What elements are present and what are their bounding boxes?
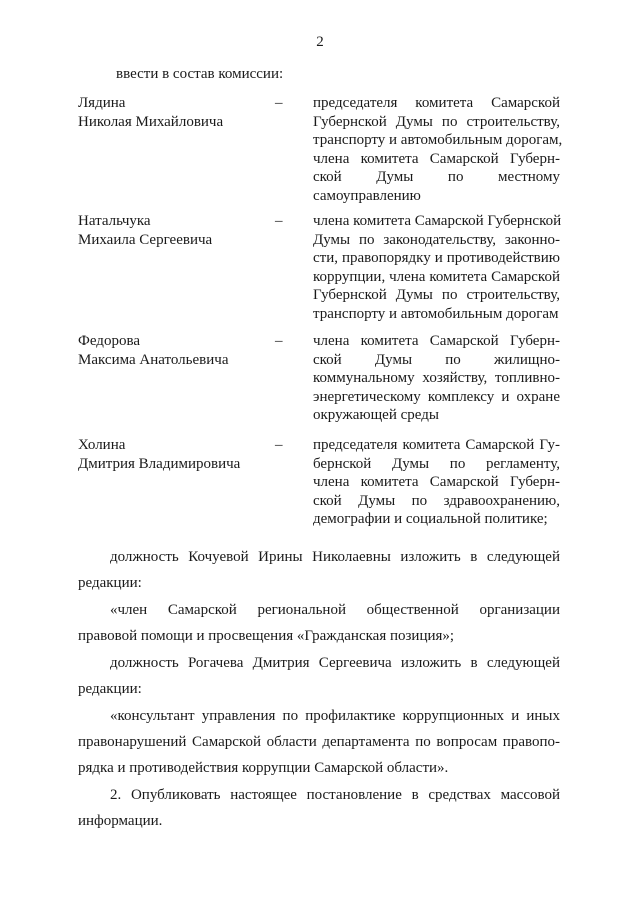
- member-name-line: Натальчука: [78, 213, 151, 229]
- paragraph-line: информации.: [78, 813, 163, 829]
- member-name-line: Дмитрия Владимировича: [78, 456, 241, 472]
- member-role-line: члена комитета Самарской Губерн-: [313, 474, 560, 491]
- member-name: [78, 436, 263, 474]
- member-role-line: ской Думы по здравоохранению,: [313, 492, 560, 509]
- paragraph-line: должность Кочуевой Ирины Николаевны изложить в следующей: [110, 549, 560, 565]
- dash-separator: –: [275, 95, 283, 111]
- member-role-line: Думы по законодательству, законно-: [313, 231, 560, 248]
- paragraph-line: «консультант управления по профилактике коррупционных и иных: [110, 708, 560, 724]
- member-role: [313, 332, 560, 425]
- dash-separator: –: [275, 437, 283, 453]
- paragraph-kochueva-position: [78, 597, 560, 649]
- member-role-line: самоуправлению: [313, 187, 421, 204]
- member-name-line: Холина: [78, 437, 126, 453]
- paragraph-publication: [78, 782, 560, 834]
- paragraph-line: «член Самарской региональной общественной организации: [110, 602, 560, 618]
- paragraph-line: правовой помощи и просвещения «Гражданская позиция»;: [78, 628, 455, 644]
- dash-separator: –: [275, 333, 283, 349]
- member-role-line: члена комитета Самарской Губерн-: [313, 333, 560, 349]
- member-role-line: члена комитета Самарской Губерн-: [313, 150, 560, 167]
- member-name-line: Максима Анатольевича: [78, 352, 229, 368]
- member-name: [78, 212, 263, 250]
- page-number: 2: [316, 34, 324, 50]
- member-role-line: транспорту и автомобильным дорогам,: [313, 132, 563, 149]
- member-role-line: Губернской Думы по строительству,: [313, 113, 560, 130]
- member-role-line: энергетическому комплексу и охране: [313, 388, 560, 405]
- paragraph-line: редакции:: [78, 681, 142, 697]
- paragraph-rogachev-position: [78, 703, 560, 781]
- paragraph-line: правонарушений Самарской области департамента по вопросам правопо-: [78, 734, 560, 750]
- dash-separator: –: [275, 213, 283, 229]
- member-role-line: члена комитета Самарской Губернской: [313, 213, 562, 229]
- member-role: [313, 94, 563, 206]
- member-role: [313, 212, 560, 324]
- member-role-line: Губернской Думы по строительству,: [313, 287, 560, 304]
- paragraph-line: редакции:: [78, 575, 142, 591]
- member-name-line: Николая Михайловича: [78, 114, 224, 130]
- member-name-line: Федорова: [78, 333, 140, 349]
- member-role-line: председателя комитета Самарской: [313, 95, 560, 111]
- member-role-line: ской Думы по жилищно-: [313, 351, 560, 368]
- member-role-line: окружающей среды: [313, 407, 439, 424]
- member-name-line: Лядина: [78, 95, 126, 111]
- intro-text: ввести в состав комиссии:: [116, 66, 284, 82]
- member-role: [313, 436, 560, 529]
- member-name-line: Михаила Сергеевича: [78, 232, 213, 248]
- member-role-line: коммунальному хозяйству, топливно-: [313, 370, 560, 387]
- paragraph-rogachev: [78, 650, 560, 702]
- member-role-line: коррупции, члена комитета Самарской: [313, 268, 560, 285]
- member-name: [78, 332, 263, 370]
- member-role-line: председателя комитета Самарской Гу-: [313, 437, 560, 453]
- member-role-line: бернской Думы по регламенту,: [313, 455, 560, 472]
- member-role-line: транспорту и автомобильным дорогам: [313, 305, 559, 322]
- member-name: [78, 94, 263, 132]
- paragraph-line: 2. Опубликовать настоящее постановление в средствах массовой: [110, 787, 560, 803]
- paragraph-line: рядка и противодействия коррупции Самарской области».: [78, 760, 449, 776]
- paragraph-kochueva: [78, 544, 560, 596]
- member-role-line: ской Думы по местному: [313, 169, 560, 186]
- paragraph-line: должность Рогачева Дмитрия Сергеевича изложить в следующей: [110, 655, 560, 671]
- member-role-line: демографии и социальной политике;: [313, 511, 548, 528]
- member-role-line: сти, правопорядку и противодействию: [313, 250, 560, 267]
